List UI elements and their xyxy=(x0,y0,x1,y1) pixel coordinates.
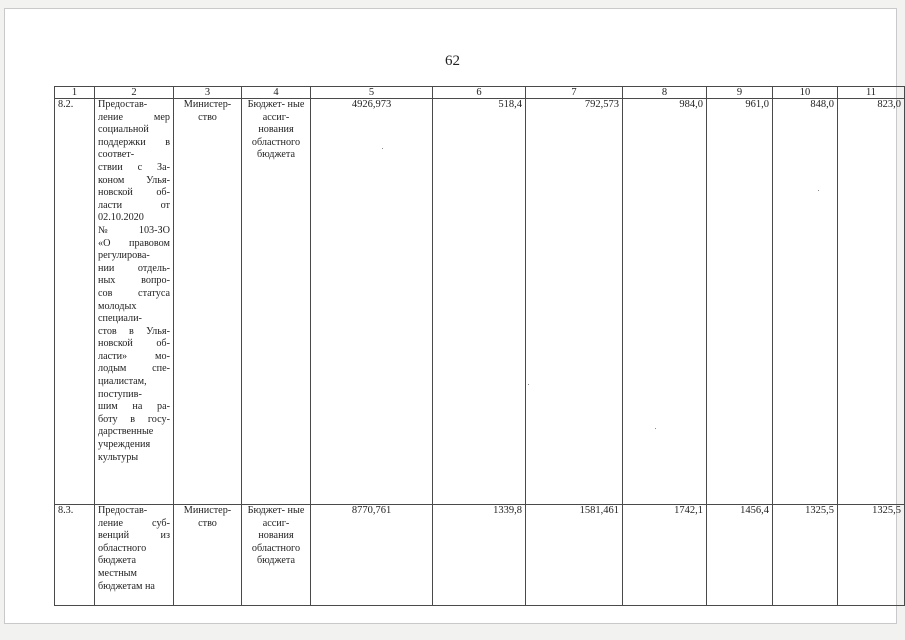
description-line: поступив- xyxy=(98,388,142,400)
description-line: местным xyxy=(98,567,137,579)
scan-speck xyxy=(818,190,819,191)
value-cell: 961,0 xyxy=(707,99,773,505)
responsible-ministry: Министер- ство xyxy=(174,99,242,505)
budget-table xyxy=(54,86,905,606)
description-line: шим на ра- xyxy=(98,401,170,413)
description-line: учреждения xyxy=(98,439,151,451)
description-line: молодых xyxy=(98,300,137,312)
column-header: 6 xyxy=(433,87,526,99)
description-line: ласти от xyxy=(98,199,170,211)
description-line: поддержки в xyxy=(98,136,170,148)
row-number: 8.2. xyxy=(55,99,95,505)
row-number: 8.3. xyxy=(55,505,95,606)
description-line: областного xyxy=(98,542,147,554)
description-line: регулирова- xyxy=(98,250,150,262)
description-line: Предостав- xyxy=(98,505,148,516)
description-line: культуры xyxy=(98,451,139,463)
column-header: 7 xyxy=(526,87,623,99)
value-cell: 1339,8 xyxy=(433,505,526,606)
value-cell: 1581,461 xyxy=(526,505,623,606)
description-line: коном Улья- xyxy=(98,174,170,186)
value-cell: 1325,5 xyxy=(838,505,905,606)
page-number: 62 xyxy=(445,53,460,69)
description-line: Предостав- xyxy=(98,99,148,110)
column-header: 9 xyxy=(707,87,773,99)
description-line: ление суб- xyxy=(98,517,170,529)
column-header: 3 xyxy=(174,87,242,99)
description-line: соответ- xyxy=(98,149,135,161)
value-cell: 8770,761 xyxy=(311,505,433,606)
funding-source: Бюджет- ные ассиг- нования областного бюджета xyxy=(242,505,311,606)
header-row xyxy=(55,87,905,99)
value-cell: 792,573 xyxy=(526,99,623,505)
column-header: 11 xyxy=(838,87,905,99)
column-header: 5 xyxy=(311,87,433,99)
description-line: ласти» мо- xyxy=(98,350,170,362)
description-line: 02.10.2020 xyxy=(98,212,144,224)
table-row xyxy=(55,505,905,606)
scan-speck xyxy=(655,428,656,429)
description-line: ных вопро- xyxy=(98,275,170,287)
description-line: № 103-ЗО xyxy=(98,224,170,236)
column-header: 1 xyxy=(55,87,95,99)
row-description xyxy=(95,99,174,505)
description-line: ствии с За- xyxy=(98,161,170,173)
value-cell: 984,0 xyxy=(623,99,707,505)
value-cell: 4926,973 xyxy=(311,99,433,505)
description-line: циалистам, xyxy=(98,376,147,388)
description-line: «О правовом xyxy=(98,237,170,249)
description-line: социальной xyxy=(98,124,149,136)
description-line: ление мер xyxy=(98,111,170,123)
description-line: бюджета xyxy=(98,555,136,567)
value-cell: 1325,5 xyxy=(773,505,838,606)
description-line: сов статуса xyxy=(98,287,170,299)
responsible-ministry: Министер- ство xyxy=(174,505,242,606)
description-line: стов в Улья- xyxy=(98,325,170,337)
table-row xyxy=(55,99,905,505)
value-cell: 1456,4 xyxy=(707,505,773,606)
column-header: 10 xyxy=(773,87,838,99)
column-header: 4 xyxy=(242,87,311,99)
description-line: боту в госу- xyxy=(98,413,170,425)
scan-speck xyxy=(528,384,529,385)
column-header: 8 xyxy=(623,87,707,99)
description-line: бюджетам на xyxy=(98,580,155,592)
description-line: новской об- xyxy=(98,187,170,199)
description-line: новской об- xyxy=(98,338,170,350)
value-cell: 823,0 xyxy=(838,99,905,505)
funding-source: Бюджет- ные ассиг- нования областного бюджета xyxy=(242,99,311,505)
description-line: нии отдель- xyxy=(98,262,170,274)
value-cell: 1742,1 xyxy=(623,505,707,606)
description-line: дарственные xyxy=(98,426,154,438)
description-line: лодым спе- xyxy=(98,363,170,375)
description-line: специали- xyxy=(98,313,142,325)
description-line: венций из xyxy=(98,530,170,542)
column-header: 2 xyxy=(95,87,174,99)
scan-speck xyxy=(382,148,383,149)
value-cell: 518,4 xyxy=(433,99,526,505)
value-cell: 848,0 xyxy=(773,99,838,505)
row-description xyxy=(95,505,174,606)
